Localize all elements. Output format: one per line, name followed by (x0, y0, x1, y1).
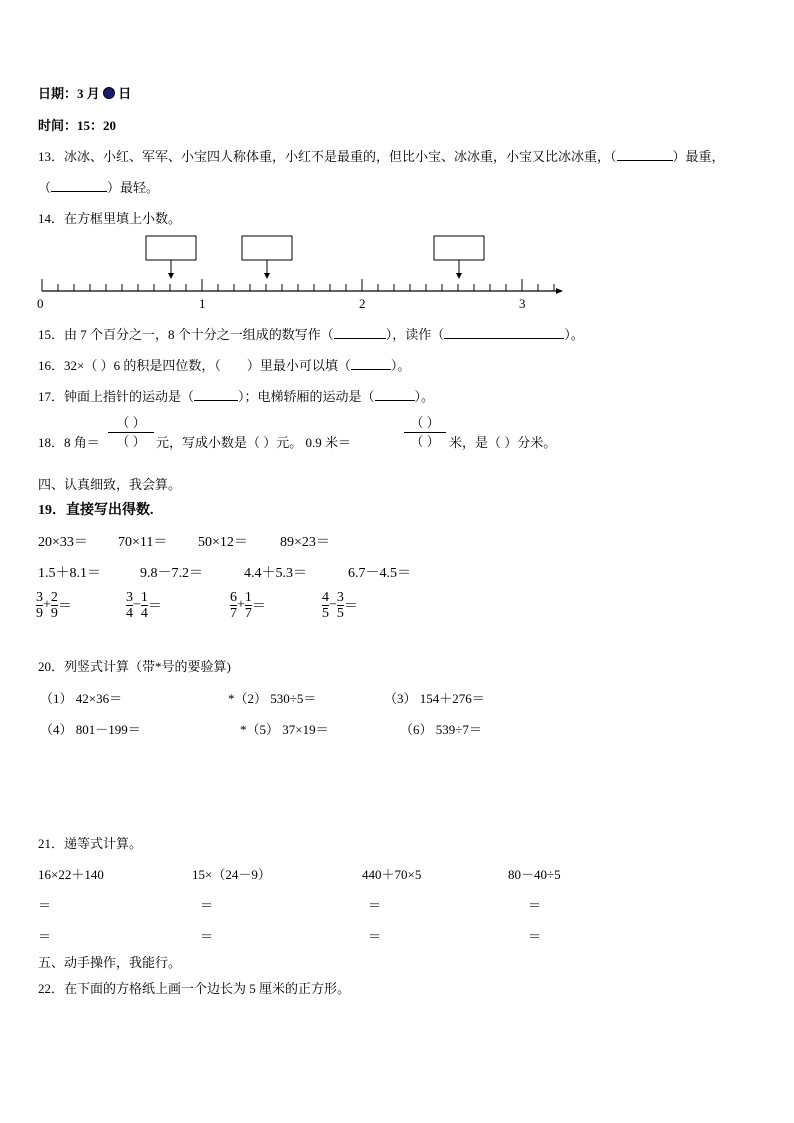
q15-blank-reading[interactable] (444, 326, 564, 339)
q13-text-end: ）最重， (672, 149, 725, 164)
q19-frac-expr-4 (322, 590, 358, 621)
frac3-a-den: 7 (230, 606, 237, 621)
q21-expr-1: 16×22＋140 (38, 867, 104, 882)
section-5-heading: 五、动手操作，我能行。 (38, 955, 182, 970)
frac2-eq: ＝ (147, 599, 162, 615)
q15-text-2: ），读作（ (385, 327, 445, 342)
q13-blank-heaviest[interactable] (617, 148, 673, 161)
q15-blank-number[interactable] (334, 326, 386, 339)
q17-text-3: ）。 (414, 389, 435, 404)
q19-r1-c3: 50×12＝ (198, 535, 248, 550)
frac2-a-num: 3 (126, 590, 133, 605)
q22-text: 22．在下面的方格纸上画一个边长为 5 厘米的正方形。 (38, 981, 351, 996)
q21-expr-4: 80－40÷5 (508, 867, 561, 882)
q19-r2-c3: 4.4＋5.3＝ (244, 566, 307, 581)
date-dot-icon (103, 87, 115, 99)
frac1-op: + (43, 597, 51, 613)
q21-eq-3a: ＝ (368, 898, 382, 913)
q20-item-3: （3） 154＋276＝ (384, 691, 485, 706)
q17-blank-clock[interactable] (194, 388, 238, 401)
q14-text: 14．在方框里填上小数。 (38, 211, 182, 226)
q13-line2-end: ）最轻。 (107, 180, 160, 195)
frac3-b-num: 1 (244, 590, 252, 605)
q15-line (38, 324, 584, 343)
q18-fraction-1[interactable] (108, 415, 154, 450)
q21-eq-4a: ＝ (528, 898, 542, 913)
frac2-op: − (133, 597, 141, 613)
q19-frac-expr-2 (126, 590, 162, 621)
answer-box-3 (434, 236, 484, 260)
frac1-a-den: 9 (36, 606, 43, 621)
q17-text-1: 17．钟面上指针的运动是（ (38, 389, 195, 404)
q16-text-1: 16．32×（ ）6 的积是四位数，（ (38, 358, 221, 373)
frac4-eq: ＝ (343, 599, 358, 615)
q17-blank-elevator[interactable] (375, 388, 415, 401)
frac1-b-den: 9 (50, 606, 58, 621)
q17-line (38, 386, 434, 405)
q20-item-6: （6） 539÷7＝ (400, 722, 482, 737)
frac4-b-num: 3 (336, 590, 344, 605)
q21-eq-4b: ＝ (528, 929, 542, 944)
q13-text: 13．冰冰、小红、军军、小宝四人称体重，小红不是最重的，但比小宝、冰冰重，小宝又比冰冰重，（ (38, 149, 617, 164)
q21-title: 21．递等式计算。 (38, 836, 143, 851)
tick-label-3: 3 (519, 296, 526, 311)
q19-r2-c2: 9.8－7.2＝ (140, 566, 203, 581)
q20-title: 20．列竖式计算（带*号的要验算) (38, 659, 231, 674)
q19-frac-expr-1 (36, 590, 72, 621)
frac3-a-num: 6 (230, 590, 237, 605)
q19-r2-c1: 1.5＋8.1＝ (38, 566, 101, 581)
q21-expr-2: 15×（24－9） (192, 867, 271, 882)
q19-r1-c1: 20×33＝ (38, 535, 88, 550)
frac4-a-den: 5 (322, 606, 329, 621)
frac4-a-num: 4 (322, 590, 329, 605)
frac2-b-den: 4 (140, 606, 148, 621)
q13-line2 (38, 177, 159, 196)
answer-box-1 (146, 236, 196, 260)
q21-eq-2b: ＝ (200, 929, 214, 944)
q16-text-2: ）里最小可以填（ (246, 358, 351, 373)
frac4-op: − (329, 597, 337, 613)
q18-prefix: 18．8 角＝ (38, 435, 100, 450)
q13-line1 (38, 146, 725, 165)
q19-frac-expr-3 (230, 590, 266, 621)
frac1-b-num: 2 (50, 590, 58, 605)
q21-eq-1b: ＝ (38, 929, 52, 944)
q13-blank-lightest[interactable] (51, 179, 107, 192)
q18-frac1-den: （ ） (116, 434, 146, 449)
section-4-heading: 四、认真细致，我会算。 (38, 477, 182, 492)
q21-eq-2a: ＝ (200, 898, 214, 913)
q19-title: 19．直接写出得数. (38, 503, 154, 518)
q15-text-1: 15．由 7 个百分之一，8 个十分之一组成的数写作（ (38, 327, 334, 342)
frac1-a-num: 3 (36, 590, 43, 605)
frac4-b-den: 5 (336, 606, 344, 621)
frac3-eq: ＝ (251, 599, 266, 615)
q20-item-2: *（2） 530÷5＝ (228, 691, 317, 706)
q21-eq-1a: ＝ (38, 898, 52, 913)
q18-frac2-den: （ ） (410, 434, 440, 449)
q20-item-4: （4） 801－199＝ (40, 722, 141, 737)
q15-text-3: ）。 (564, 327, 584, 342)
q16-blank[interactable] (351, 357, 391, 370)
q18-frac2-num: （ ） (410, 415, 440, 430)
frac2-a-den: 4 (126, 606, 133, 621)
frac3-b-den: 7 (244, 606, 252, 621)
frac3-op: + (237, 597, 245, 613)
date-suffix: 日 (118, 86, 132, 101)
q18-suffix: 米，是（ ）分米。 (449, 435, 557, 450)
frac2-b-num: 1 (140, 590, 148, 605)
date-line (38, 83, 131, 102)
frac1-eq: ＝ (57, 599, 72, 615)
q18-frac1-num: （ ） (116, 415, 146, 430)
q19-r1-c4: 89×23＝ (280, 535, 330, 550)
tick-label-2: 2 (359, 296, 366, 311)
number-line-diagram (30, 228, 570, 313)
date-label: 日期：3 月 (38, 86, 100, 101)
q16-text-3: ）。 (390, 358, 411, 373)
answer-box-2 (242, 236, 292, 260)
q16-line (38, 355, 410, 374)
time-line: 时间：15：20 (38, 118, 117, 133)
q20-item-1: （1） 42×36＝ (40, 691, 123, 706)
q13-line2-start: （ (38, 180, 52, 195)
q20-item-5: *（5） 37×19＝ (240, 722, 329, 737)
q21-eq-3b: ＝ (368, 929, 382, 944)
q18-middle: 元，写成小数是（ ）元。 0.9 米＝ (156, 435, 352, 450)
q18-fraction-2[interactable] (404, 415, 446, 450)
q19-r1-c2: 70×11＝ (118, 535, 168, 550)
tick-label-0: 0 (37, 296, 44, 311)
q17-text-2: ）；电梯轿厢的运动是（ (238, 389, 375, 404)
q19-r2-c4: 6.7－4.5＝ (348, 566, 411, 581)
q21-expr-3: 440＋70×5 (362, 867, 422, 882)
tick-label-1: 1 (199, 296, 206, 311)
